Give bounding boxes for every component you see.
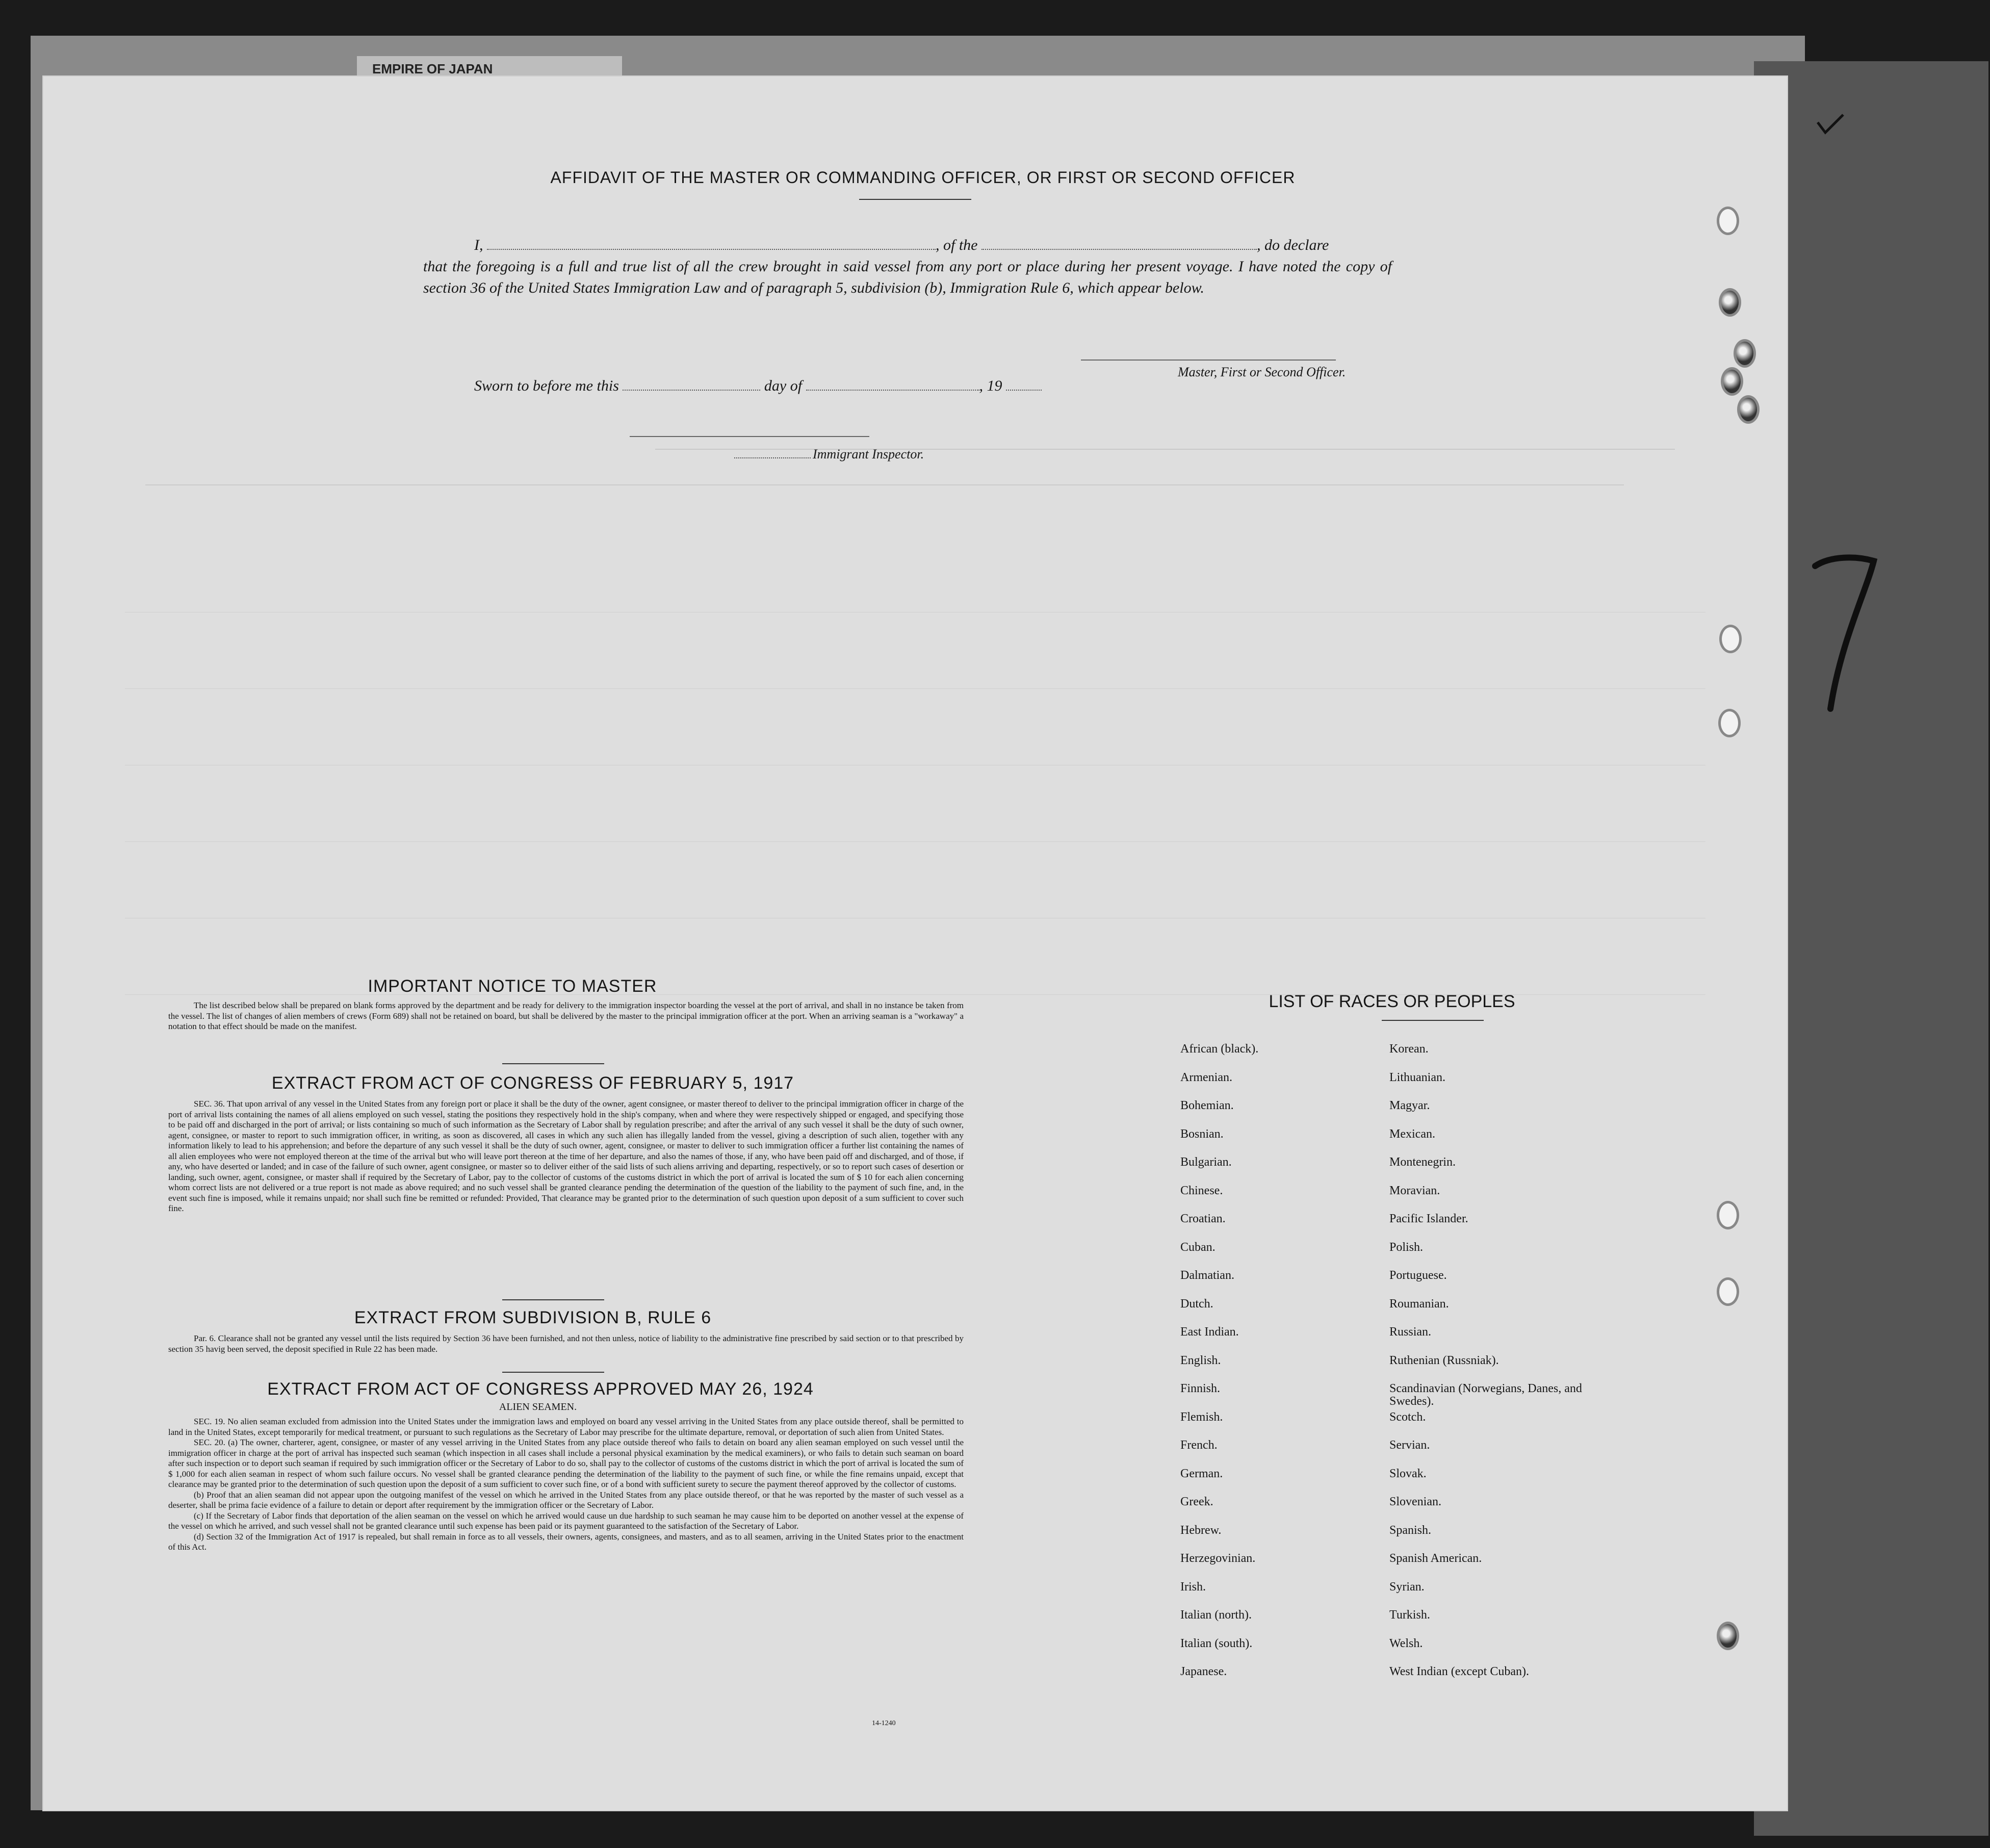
race-item: Scandinavian (Norwegians, Danes, and Swedes). — [1389, 1382, 1582, 1408]
affidavit-title-rule — [859, 199, 971, 200]
race-item: Croatian. — [1180, 1212, 1226, 1225]
race-item: Bulgarian. — [1180, 1156, 1232, 1169]
inspector-signature-line[interactable] — [630, 436, 869, 437]
declaration-of-label: , of the — [936, 237, 978, 253]
declaration-declare-label: , do declare — [1257, 237, 1329, 253]
race-item: Greek. — [1180, 1495, 1213, 1508]
race-item: Moravian. — [1389, 1184, 1440, 1197]
binder-hole — [1719, 288, 1741, 317]
race-item: Welsh. — [1389, 1636, 1423, 1650]
race-item: Herzegovinian. — [1180, 1552, 1256, 1565]
race-item: Slovak. — [1389, 1467, 1427, 1480]
rule6-paragraph: Par. 6. Clearance shall not be granted any vessel until the lists required by Section 36 have been furnished, and not then unless, notice of liability to the administrative fine prescribed by said section or to that prescribed by section 35 havig been served, the deposit specified in Rule 22 has been made. — [168, 1333, 964, 1354]
race-item: Bosnian. — [1180, 1127, 1224, 1141]
race-item: Scotch. — [1389, 1410, 1426, 1424]
document-page — [43, 76, 1787, 1810]
section-19-paragraph: SEC. 19. No alien seaman excluded from admission into the United States under the immigration laws and employed on board any vessel arriving in the United States from any place outside thereof, shall be permitted to land in the United States, except temporarily for medical treatment, or pursuant to such regulations as the Secretary of Labor may prescribe for the ultimate departure, removal, or deportation of such alien from United States. — [168, 1417, 964, 1437]
race-item: Portuguese. — [1389, 1269, 1447, 1282]
race-item: Cuban. — [1180, 1240, 1216, 1254]
race-item: Finnish. — [1180, 1382, 1221, 1395]
affidavit-title: AFFIDAVIT OF THE MASTER OR COMMANDING OFFICER, OR FIRST OR SECOND OFFICER — [550, 168, 1296, 187]
binder-hole — [1718, 709, 1741, 737]
binder-hole — [1721, 367, 1743, 396]
race-item: Russian. — [1389, 1325, 1432, 1339]
extract-1917-body — [168, 1099, 964, 1214]
notice-rule — [502, 1063, 604, 1064]
race-item: Bohemian. — [1180, 1099, 1234, 1112]
race-item: Armenian. — [1180, 1070, 1232, 1084]
binder-hole — [1734, 339, 1756, 368]
race-item: Hebrew. — [1180, 1523, 1222, 1537]
rule6-title: EXTRACT FROM SUBDIVISION B, RULE 6 — [354, 1308, 712, 1327]
race-item: Polish. — [1389, 1240, 1424, 1254]
race-item: Italian (north). — [1180, 1608, 1252, 1622]
binder-hole — [1719, 625, 1742, 653]
race-item: Dalmatian. — [1180, 1269, 1234, 1282]
race-item: Korean. — [1389, 1042, 1429, 1056]
race-item: Pacific Islander. — [1389, 1212, 1468, 1225]
inspector-label: Immigrant Inspector. — [813, 447, 924, 461]
section-36-paragraph: SEC. 36. That upon arrival of any vessel in the United States from any foreign port or place it shall be the duty of the owner, agent consignee, or master thereof to deliver to the principal immigration officer in charge of the port of arrival lists containing the names of all aliens employed on such vessel, stating the positions they respectively hold in the ship's company, when and where they were respectively shipped or engaged, and specifying those to be paid off and discharged in the port of arrival; or lists containing so much of such information as the Secretary of Labor shall by regulation prescribe; and after the arrival of any such vessel it shall be the duty of such owner, agent, consignee, or master to report to such immigration officer, in writing, as soon as discovered, all cases in which any such alien has illegally landed from the vessel, giving a description of such alien, together with any information likely to lead to his apprehension; and before the departure of any such vessel it shall be the duty of such owner, agent, consignee, or master to deliver to such immigration officer a further list containing the names of all alien employees who were not employed thereon at the time of the arrival but who will leave port thereon at the time of her departure, and also the names of those, if any, who have been paid off and discharged, and of those, if any, who have deserted or landed; and in case of the failure of such owner, agent consignee, or master so to deliver either of the said lists of such aliens arriving and departing, respectively, or so to report such cases of desertion or landing, such owner, agent, consignee, or master shall if required by the Secretary of Labor, pay to the collector of customs of the customs district in which the port of arrival is located the sum of $ 10 for each alien concerning whom correct lists are not delivered or a true report is not made as above required; and no such vessel shall be granted clearance pending the determination of the question of the liability to the payment of such fine, and, in the event such fine is imposed, while it remains unpaid; nor shall such fine be remitted or refunded: Provided, That clearance may be granted prior to the determination of such question upon deposit of a sum sufficient to cover such fine. — [168, 1099, 964, 1213]
notice-title: IMPORTANT NOTICE TO MASTER — [368, 977, 657, 996]
race-item: Chinese. — [1180, 1184, 1223, 1197]
race-item: Ruthenian (Russniak). — [1389, 1353, 1499, 1367]
race-item: English. — [1180, 1353, 1221, 1367]
races-rule — [1382, 1020, 1484, 1021]
inspector-line — [734, 446, 924, 462]
race-item: Spanish. — [1389, 1523, 1432, 1537]
race-item: West Indian (except Cuban). — [1389, 1665, 1529, 1678]
rule6-body — [168, 1333, 964, 1354]
notice-body — [168, 1000, 964, 1032]
race-item: Servian. — [1389, 1439, 1430, 1452]
day-blank[interactable] — [623, 378, 760, 391]
master-signature-line[interactable] — [1081, 360, 1336, 361]
handwritten-check-mark — [1815, 112, 1846, 138]
race-item: Turkish. — [1389, 1608, 1430, 1622]
race-item: Lithuanian. — [1389, 1070, 1445, 1084]
extract-1924-body — [168, 1417, 964, 1553]
binder-hole — [1717, 1622, 1739, 1650]
binder-hole — [1717, 1201, 1739, 1229]
race-item: German. — [1180, 1467, 1223, 1480]
handwritten-number-seven — [1810, 551, 1881, 719]
name-blank[interactable] — [487, 238, 936, 250]
race-item: Japanese. — [1180, 1665, 1227, 1678]
rule6-rule — [502, 1372, 604, 1373]
binder-hole — [1737, 395, 1760, 424]
affidavit-text-block — [423, 235, 1392, 299]
race-item: Italian (south). — [1180, 1636, 1253, 1650]
notice-paragraph: The list described below shall be prepared on blank forms approved by the department and be ready for delivery to the immigration inspector boarding the vessel at the port of arrival, and shall in no instance be taken from the vessel. The list of changes of alien members of crews (Form 689) shall not be retained on board, but shall be delivered by the master to the principal immigration officer at the port. When an arriving seaman is a "workaway" a notation to that effect should be made on the manifest. — [168, 1000, 964, 1031]
race-item: Irish. — [1180, 1580, 1206, 1594]
race-item: Dutch. — [1180, 1297, 1213, 1311]
extract-1924-subtitle: ALIEN SEAMEN. — [499, 1401, 577, 1413]
extract-1917-title: EXTRACT FROM ACT OF CONGRESS OF FEBRUARY 5, 1917 — [271, 1073, 794, 1093]
form-number: 14-1240 — [872, 1719, 896, 1727]
inspector-blank[interactable] — [734, 446, 811, 458]
sworn-line — [474, 377, 1042, 395]
race-item: African (black). — [1180, 1042, 1259, 1056]
section-20d-paragraph: (d) Section 32 of the Immigration Act of 1917 is repealed, but shall remain in force as to all vessels, their owners, agents, consignees, and masters, and as to all seamen, arriving in the United States prior to the enactment of this Act. — [168, 1531, 964, 1552]
master-signature-label: Master, First or Second Officer. — [1178, 365, 1346, 379]
race-item: Magyar. — [1389, 1099, 1430, 1112]
extract-1924-title: EXTRACT FROM ACT OF CONGRESS APPROVED MAY 26, 1924 — [267, 1379, 814, 1399]
sworn-year-label: , 19 — [979, 377, 1002, 394]
year-blank[interactable] — [1006, 378, 1042, 391]
section-20c-paragraph: (c) If the Secretary of Labor finds that deportation of the alien seaman on the vessel on which he arrived would cause un due hardship to such seaman he may cause him to be deported on another vessel at the expense of the vessel on which he arrived, and such vessel shall not be granted clearance until such expense has been paid or its payment guaranteed to the satisfaction of the Secretary of Labor. — [168, 1510, 964, 1531]
affidavit-statement: that the foregoing is a full and true list of all the crew brought in said vessel from any port or place during her present voyage. I have noted the copy of section 36 of the United States Immigration Law and of paragraph 5, subdivision (b), Immigration Rule 6, which appear below. — [423, 258, 1392, 296]
sworn-day-of-label: day of — [764, 377, 803, 394]
back-sheet-header-text: EMPIRE OF JAPAN — [372, 61, 493, 76]
vessel-blank[interactable] — [981, 238, 1257, 250]
race-item: French. — [1180, 1439, 1218, 1452]
race-item: Slovenian. — [1389, 1495, 1441, 1508]
month-blank[interactable] — [806, 378, 979, 391]
race-item: Roumanian. — [1389, 1297, 1449, 1311]
declaration-line — [423, 235, 1392, 256]
race-item: Mexican. — [1389, 1127, 1435, 1141]
sworn-label: Sworn to before me this — [474, 377, 619, 394]
race-item: Flemish. — [1180, 1410, 1223, 1424]
race-item: Montenegrin. — [1389, 1156, 1456, 1169]
section-20a-paragraph: SEC. 20. (a) The owner, charterer, agent, consignee, or master of any vessel arriving in the United States from any place outside thereof who fails to detain on board any alien seaman employed on such vessel until the immigration officer in charge at the port of arrival has inspected such seaman (which inspection in all cases shall include a personal physical examination by the medical examiners), or who fails to detain such seaman on board after such inspection or to deport such seaman if required by such immigration officer or the Secretary of Labor to do so, shall pay to the collector of customs of the customs district in which the port of arrival is located the sum of $ 1,000 for each alien seaman in respect of whom such failure occurs. No vessel shall be granted clearance pending the determination of the liability to the payment of such fine, or while the fine remains unpaid, except that clearance may be granted prior to the determination of such question upon the deposit of a sum sufficient to cover such fine, or of a bond with sufficient surety to secure the payment thereof approved by the collector of customs. — [168, 1438, 964, 1489]
binder-hole — [1717, 207, 1739, 235]
binder-hole — [1717, 1277, 1739, 1306]
race-item: Syrian. — [1389, 1580, 1425, 1594]
race-item: Spanish American. — [1389, 1552, 1482, 1565]
races-title: LIST OF RACES OR PEOPLES — [1269, 992, 1515, 1011]
back-sheet-edge — [1754, 61, 1988, 1836]
extract-1917-rule — [502, 1299, 604, 1300]
race-item: East Indian. — [1180, 1325, 1239, 1339]
declaration-i-label: I, — [474, 237, 483, 253]
section-20b-paragraph: (b) Proof that an alien seaman did not appear upon the outgoing manifest of the vessel on which he arrived in the United States from any place outside thereof, or that he was reported by the master of such vessel as a deserter, shall be prima facie evidence of a failure to detain or deport after requirement by the immigration officer or the Secretary of Labor. — [168, 1490, 964, 1510]
